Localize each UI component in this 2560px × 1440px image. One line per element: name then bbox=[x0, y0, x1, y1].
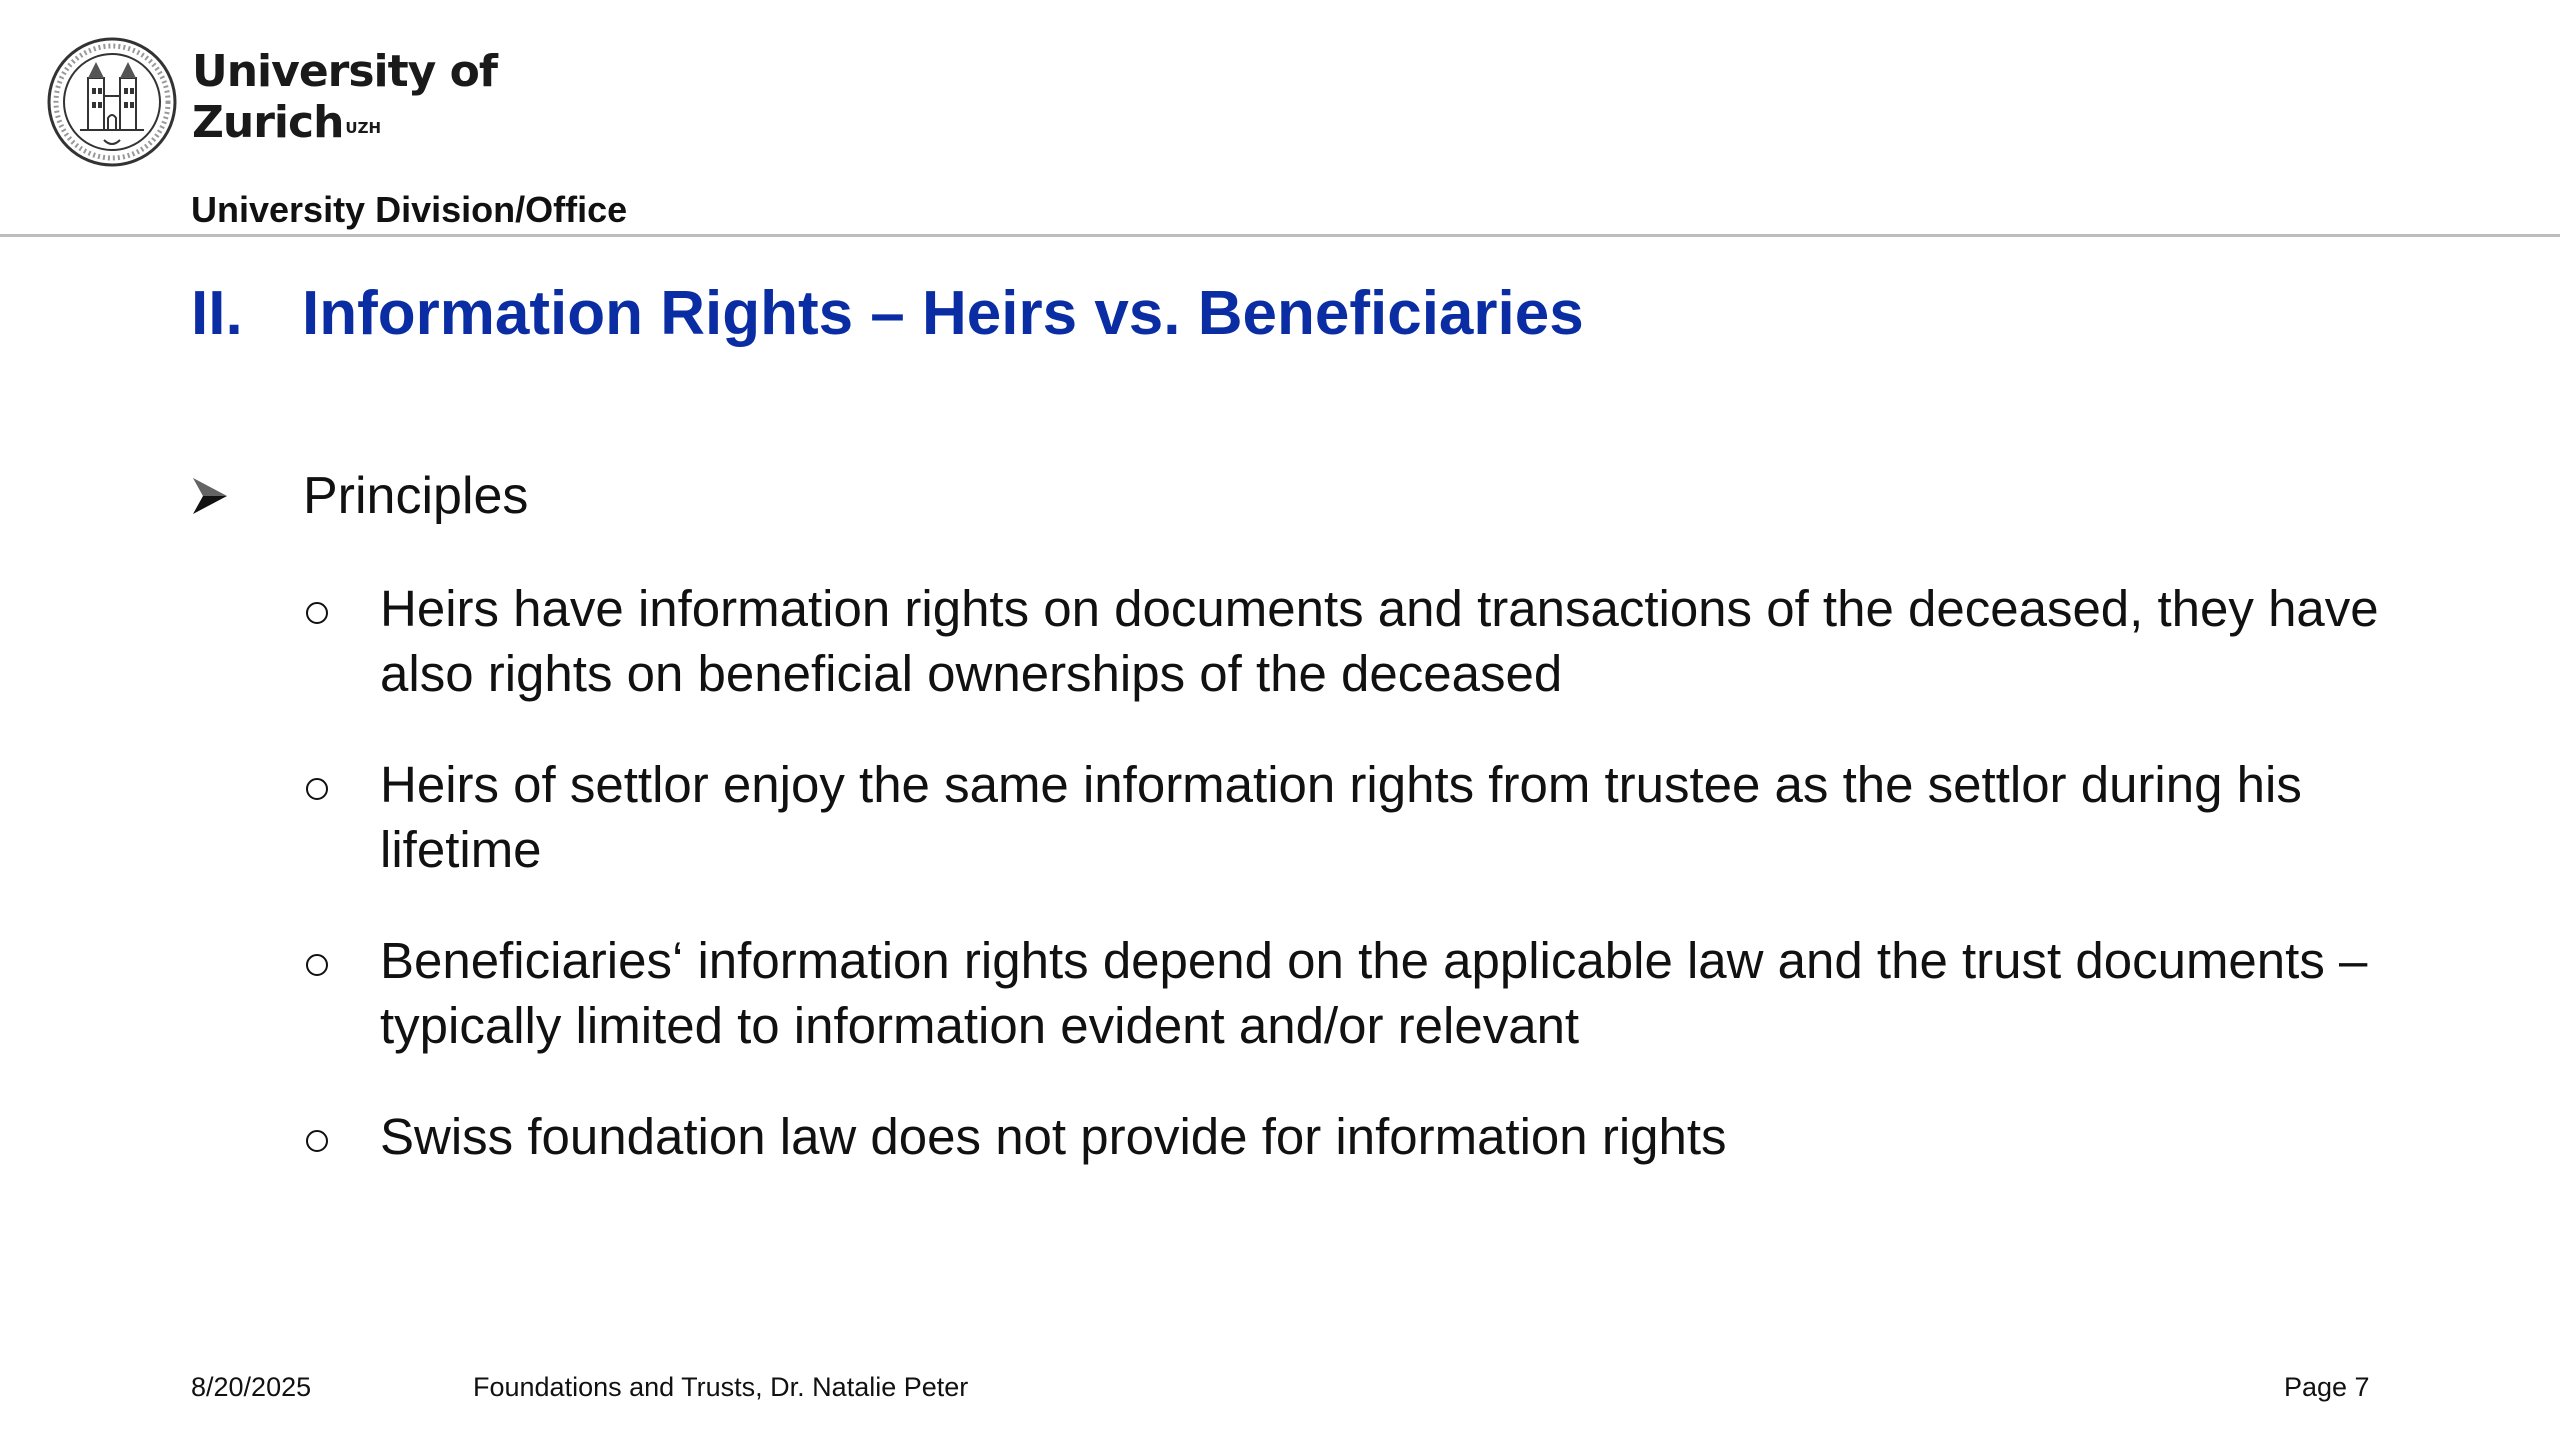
footer-date: 8/20/2025 bbox=[191, 1372, 312, 1402]
footer-page-number: Page 7 bbox=[2284, 1372, 2370, 1402]
list-item bbox=[300, 752, 2420, 882]
logo-line-1: University of bbox=[192, 46, 498, 97]
arrowhead-bullet-icon bbox=[191, 476, 229, 516]
list-item bbox=[300, 1104, 2420, 1169]
logo-line-2 bbox=[192, 97, 497, 148]
hollow-circle-bullet-icon bbox=[306, 602, 328, 624]
list-item-text: Heirs have information rights on documents and transactions of the deceased, they have also rights on beneficial ownerships of the deceased bbox=[380, 580, 2379, 702]
section-label: Principles bbox=[303, 467, 529, 525]
university-logo-wordmark bbox=[192, 46, 497, 148]
division-label: University Division/Office bbox=[191, 189, 628, 230]
title-text: Information Rights – Heirs vs. Beneficiaries bbox=[302, 279, 1584, 348]
slide-title bbox=[191, 278, 1584, 349]
header-divider bbox=[0, 234, 2560, 237]
hollow-circle-bullet-icon bbox=[306, 954, 328, 976]
list-item-text: Swiss foundation law does not provide for information rights bbox=[380, 1108, 1727, 1165]
logo-city: Zurich bbox=[192, 97, 344, 148]
footer-course: Foundations and Trusts, Dr. Natalie Peter bbox=[473, 1372, 969, 1402]
list-item bbox=[300, 928, 2420, 1058]
list-item-text: Heirs of settlor enjoy the same information rights from trustee as the settlor during his lifetime bbox=[380, 756, 2302, 878]
university-seal-icon bbox=[46, 36, 178, 168]
list-item bbox=[300, 576, 2420, 706]
title-number: II. bbox=[191, 279, 243, 348]
hollow-circle-bullet-icon bbox=[306, 778, 328, 800]
bullet-list bbox=[300, 576, 2420, 1215]
logo-superscript: UZH bbox=[345, 119, 382, 137]
list-item-text: Beneficiaries‘ information rights depend on the applicable law and the trust documents – typically limited to information evident and/or relevant bbox=[380, 932, 2368, 1054]
hollow-circle-bullet-icon bbox=[306, 1130, 328, 1152]
